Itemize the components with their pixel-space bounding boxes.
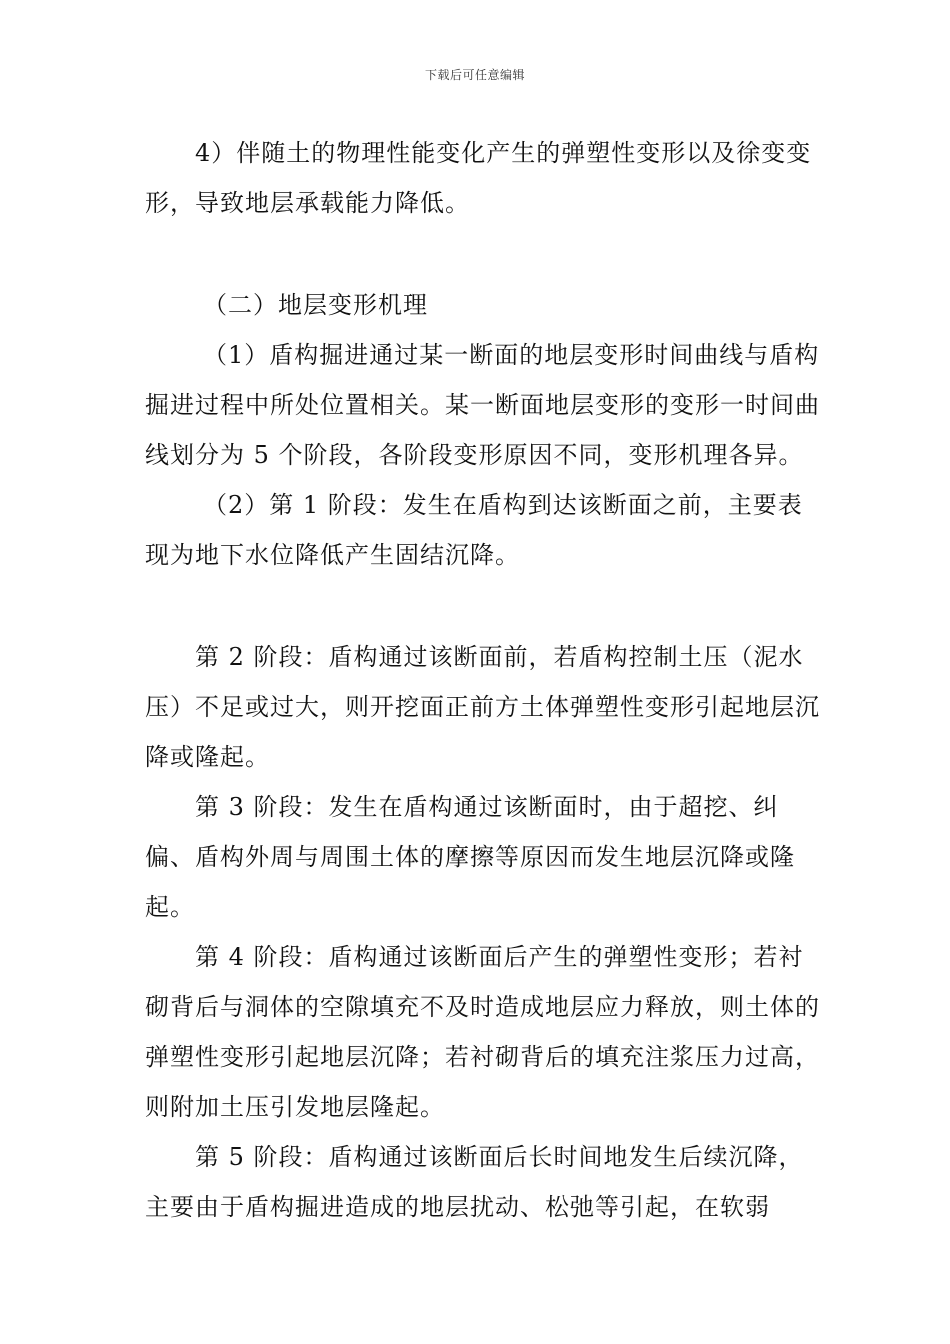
paragraph-3: （2）第 1 阶段：发生在盾构到达该断面之前，主要表现为地下水位降低产生固结沉降。 [145, 491, 803, 569]
paragraph-1: 4）伴随土的物理性能变化产生的弹塑性变形以及徐变变形，导致地层承载能力降低。 [145, 139, 812, 217]
paragraph-6: 第 4 阶段：盾构通过该断面后产生的弹塑性变形；若衬砌背后与洞体的空隙填充不及时造成地层应力释放，则土体的弹塑性变形引起地层沉降；若衬砌背后的填充注浆压力过高，则附加土压引发地层隆起。 [145, 943, 820, 1121]
document-body [145, 128, 825, 1232]
paragraph-2: （1）盾构掘进通过某一断面的地层变形时间曲线与盾构掘进过程中所处位置相关。某一断面地层变形的变形一时间曲线划分为 5 个阶段，各阶段变形原因不同，变形机理各异。 [145, 341, 820, 469]
paragraph-5: 第 3 阶段：发生在盾构通过该断面时，由于超挖、纠偏、盾构外周与周围土体的摩擦等原因而发生地层沉降或隆起。 [145, 793, 795, 921]
paragraph-7: 第 5 阶段：盾构通过该断面后长时间地发生后续沉降，主要由于盾构掘进造成的地层扰动、松弛等引起，在软弱 [145, 1143, 804, 1221]
spacer [145, 580, 825, 632]
section-heading: （二）地层变形机理 [203, 291, 428, 319]
page-header: 下载后可任意编辑 [424, 68, 525, 82]
spacer [145, 228, 825, 280]
paragraph-4: 第 2 阶段：盾构通过该断面前，若盾构控制土压（泥水压）不足或过大，则开挖面正前方土体弹塑性变形引起地层沉降或隆起。 [145, 643, 820, 771]
